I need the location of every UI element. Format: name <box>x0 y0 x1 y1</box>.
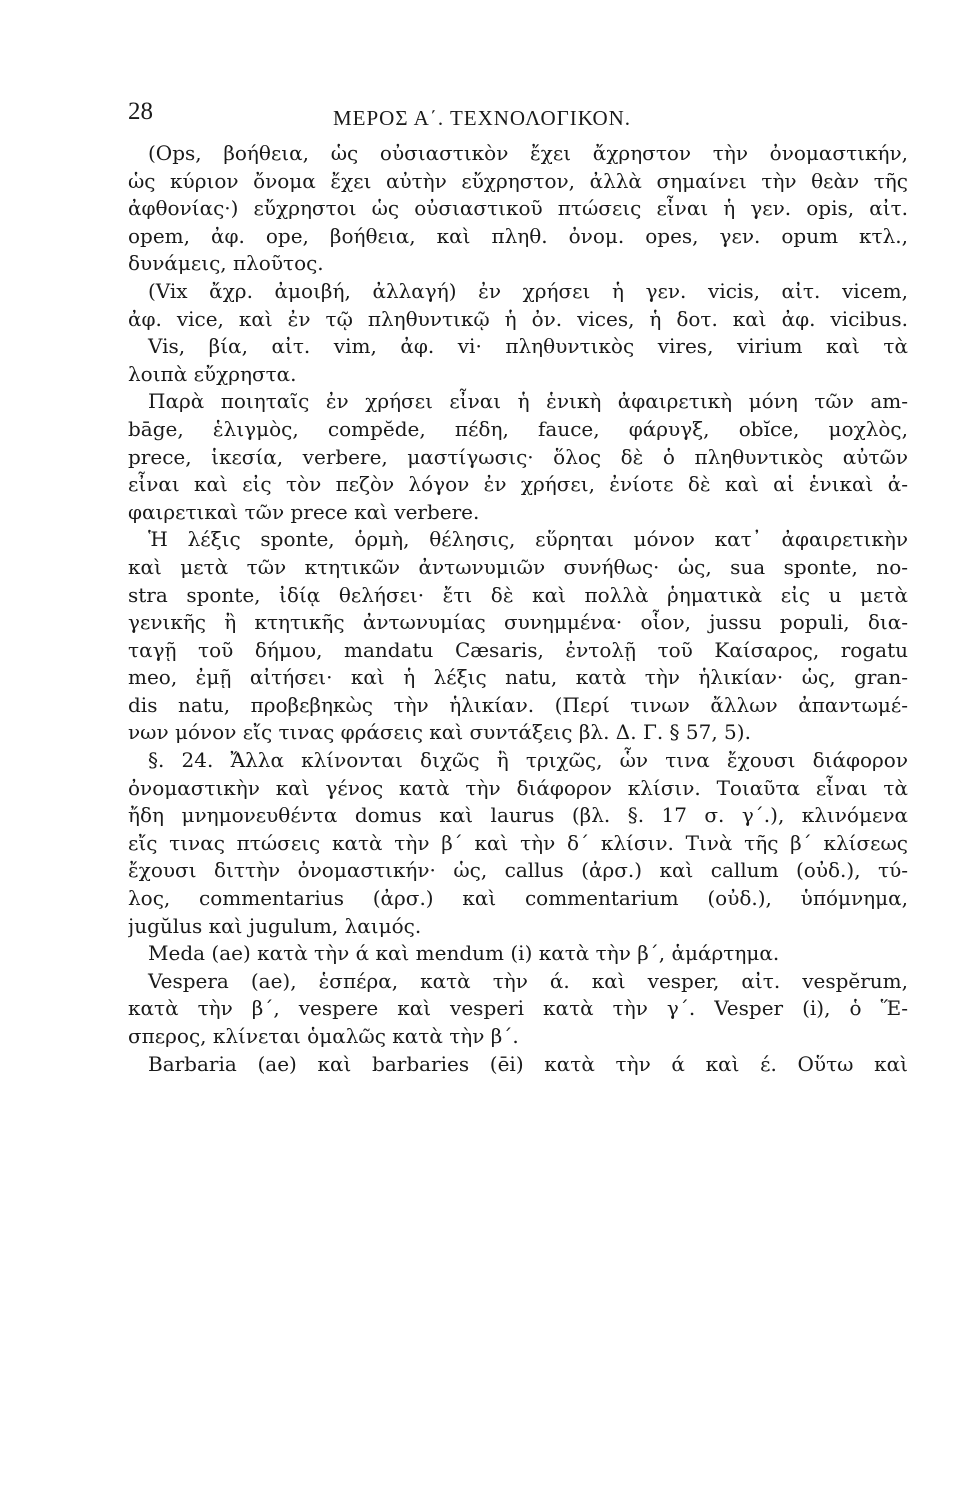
text-line: prece, ἱκεσία, verbere, μαστίγωσις· ὅλος δὲ ὁ πληθυντικὸς αὐτῶν <box>128 444 908 469</box>
text-line: ὡς κύριον ὄνομα ἔχει αὐτὴν εὔχρηστον, ἀλλὰ σημαίνει τὴν θεὰν τῆς <box>128 168 908 193</box>
text-line: jugŭlus καὶ jugulum, λαιμός. <box>128 913 422 938</box>
text-line: λοιπὰ εὔχρηστα. <box>128 361 297 386</box>
text-line: §. 24. Ἄλλα κλίνονται διχῶς ἢ τριχῶς, ὧν τινα ἔχουσι διάφορον <box>148 748 908 773</box>
text-line: εἴς τινας πτώσεις κατὰ τὴν β΄ καὶ τὴν δ΄ κλίσιν. Τινὰ τῆς β΄ κλίσεως <box>128 830 908 855</box>
text-line: Ἡ λέξις sponte, ὁρμὴ, θέλησις, εὕρηται μόνον κατ᾽ ἀφαιρετικὴν <box>148 527 908 552</box>
text-line: ἤδη μνημονευθέντα domus καὶ laurus (βλ. §. 17 σ. γ΄.), κλινόμενα <box>128 803 908 828</box>
text-line: γενικῆς ἢ κτητικῆς ἀντωνυμίας συνημμένα· οἷον, jussu populi, δια- <box>128 610 908 635</box>
page-number: 28 <box>128 98 153 125</box>
text-line: meo, ἐμῇ αἰτήσει· καὶ ἡ λέξις natu, κατὰ τὴν ἡλικίαν· ὡς, gran- <box>128 665 908 690</box>
text-line: λος, commentarius (ἀρσ.) καὶ commentarium (οὐδ.), ὑπόμνημα, <box>128 886 908 911</box>
text-line: Barbaria (ae) καὶ barbaries (ēi) κατὰ τὴν ά καὶ έ. Οὕτω καὶ <box>148 1051 908 1076</box>
text-line: ἀφ. vice, καὶ ἐν τῷ πληθυντικῷ ἡ ὀν. vices, ἡ δοτ. καὶ ἀφ. vicibus. <box>128 306 908 331</box>
text-line: (Ops, βοήθεια, ὡς οὐσιαστικὸν ἔχει ἄχρηστον τὴν ὀνομαστικήν, <box>148 141 908 165</box>
body-text <box>128 140 908 1078</box>
text-line: φαιρετικαὶ τῶν prece καὶ verbere. <box>128 499 480 524</box>
text-line: ὀνομαστικὴν καὶ γένος κατὰ τὴν διάφορον κλίσιν. Τοιαῦτα εἶναι τὰ <box>128 775 908 800</box>
running-title: ΜΕΡΟΣ Α΄. ΤΕΧΝΟΛΟΓΙΚΟΝ. <box>333 106 632 130</box>
text-line: κατὰ τὴν β΄, vespere καὶ vesperi κατὰ τὴν γ΄. Vesper (i), ὁ Ἕ- <box>128 996 908 1021</box>
text-line: εἶναι καὶ εἰς τὸν πεζὸν λόγον ἐν χρήσει, ἐνίοτε δὲ καὶ αἱ ἑνικαὶ ἀ- <box>128 472 908 497</box>
text-line: opem, ἀφ. ope, βοήθεια, καὶ πληθ. ὀνομ. opes, γεν. opum κτλ., <box>128 223 908 248</box>
page-header <box>128 98 908 138</box>
text-line: σπερος, κλίνεται ὁμαλῶς κατὰ τὴν β΄. <box>128 1024 519 1048</box>
text-line: δυνάμεις, πλοῦτος. <box>128 251 324 276</box>
text-line: (Vix ἄχρ. ἀμοιβή, ἀλλαγή) ἐν χρήσει ἡ γεν. vicis, αἰτ. vicem, <box>148 278 908 303</box>
text-line: ἔχουσι διττὴν ὀνομαστικήν· ὡς, callus (ἀρσ.) καὶ callum (οὐδ.), τύ- <box>128 858 908 883</box>
text-line: Vespera (ae), ἑσπέρα, κατὰ τὴν ά. καὶ vesper, αἰτ. vespĕrum, <box>148 968 908 993</box>
text-line: stra sponte, ἰδίᾳ θελήσει· ἔτι δὲ καὶ πολλὰ ῥηματικὰ εἰς u μετὰ <box>128 582 908 607</box>
text-line: Vis, βία, αἰτ. vim, ἀφ. vi· πληθυντικὸς vires, virium καὶ τὰ <box>148 334 908 359</box>
text-line: ἀφθονίας·) εὔχρηστοι ὡς οὐσιαστικοῦ πτώσεις εἶναι ἡ γεν. opis, αἰτ. <box>128 196 908 221</box>
text-line: bāge, ἑλιγμὸς, compĕde, πέδη, fauce, φάρυγξ, obĭce, μοχλὸς, <box>128 416 908 441</box>
text-line: Παρὰ ποιηταῖς ἐν χρήσει εἶναι ἡ ἑνικὴ ἀφαιρετικὴ μόνη τῶν am- <box>148 389 908 414</box>
text-line: Meda (ae) κατὰ τὴν ά καὶ mendum (i) κατὰ τὴν β΄, ἁμάρτημα. <box>148 941 780 966</box>
text-line: νων μόνον εἴς τινας φράσεις καὶ συντάξεις βλ. Δ. Γ. § 57, 5). <box>128 720 751 745</box>
text-line: καὶ μετὰ τῶν κτητικῶν ἀντωνυμιῶν συνήθως· ὡς, sua sponte, no- <box>128 554 908 579</box>
text-line: ταγῇ τοῦ δήμου, mandatu Cæsaris, ἐντολῇ τοῦ Καίσαρος, rogatu <box>128 637 908 662</box>
text-line: dis natu, προβεβηκὼς τὴν ἡλικίαν. (Περί τινων ἄλλων ἀπαντωμέ- <box>128 692 908 717</box>
